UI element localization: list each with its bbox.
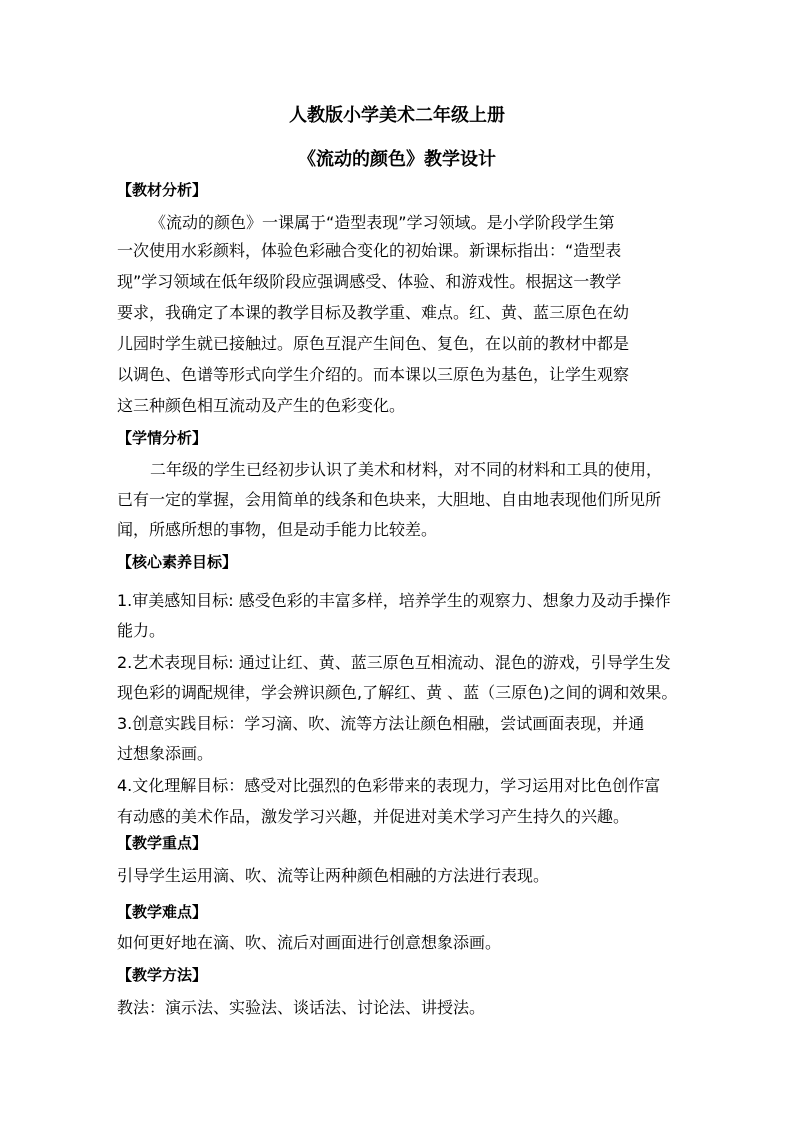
goal-line: 4.文化理解目标：感受对比强烈的色彩带来的表现力，学习运用对比色创作富 [117, 776, 661, 795]
goal-line: 有动感的美术作品，激发学习兴趣，并促进对美术学习产生持久的兴趣。 [117, 807, 630, 826]
goal-line: 2.艺术表现目标: 通过让红、黄、蓝三原色互相流动、混色的游戏，引导学生发 [117, 653, 671, 672]
paragraph-line: 已有一定的掌握，会用简单的线条和色块来，大胆地、自由地表现他们所见所 [117, 490, 662, 509]
paragraph-line: 以调色、色谱等形式向学生介绍的。而本课以三原色为基色，让学生观察 [117, 365, 630, 384]
paragraph-line: 闻，所感所想的事物，但是动手能力比较差。 [117, 520, 438, 539]
paragraph-line: 这三种颜色相互流动及产生的色彩变化。 [117, 396, 406, 415]
section-heading-core-goals: 【核心素养目标】 [117, 553, 238, 571]
section-heading-difficulties: 【教学难点】 [117, 903, 208, 921]
paragraph-line: 教法：演示法、实验法、谈话法、讨论法、讲授法。 [117, 998, 486, 1017]
goal-line: 1.审美感知目标: 感受色彩的丰富多样，培养学生的观察力、想象力及动手操作 [117, 591, 671, 610]
paragraph-line: 《流动的颜色》一课属于“造型表现”学习领域。是小学阶段学生第 [150, 213, 615, 232]
paragraph-line: 要求，我确定了本课的教学目标及教学重、难点。红、黄、蓝三原色在幼 [117, 303, 630, 322]
section-heading-material-analysis: 【教材分析】 [117, 181, 208, 199]
goal-line: 过想象添画。 [117, 744, 214, 763]
section-heading-student-analysis: 【学情分析】 [117, 429, 208, 447]
goal-line: 现色彩的调配规律，学会辨识颜色,了解红、黄 、蓝（三原色)之间的调和效果。 [117, 683, 678, 702]
document-title: 人教版小学美术二年级上册 [289, 105, 505, 126]
document-subtitle: 《流动的颜色》教学设计 [298, 149, 496, 170]
paragraph-line: 现”学习领域在低年级阶段应强调感受、体验、和游戏性。根据这一教学 [117, 272, 622, 291]
section-heading-key-points: 【教学重点】 [117, 834, 208, 852]
goal-line: 3.创意实践目标：学习滴、吹、流等方法让颜色相融，尝试画面表现，并通 [117, 714, 645, 733]
paragraph-line: 二年级的学生已经初步认识了美术和材料，对不同的材料和工具的使用， [150, 460, 663, 479]
paragraph-line: 引导学生运用滴、吹、流等让两种颜色相融的方法进行表现。 [117, 866, 550, 885]
goal-line: 能力。 [117, 621, 166, 640]
paragraph-line: 儿园时学生就已接触过。原色互混产生间色、复色，在以前的教材中都是 [117, 334, 630, 353]
section-heading-methods: 【教学方法】 [117, 966, 208, 984]
paragraph-line: 如何更好地在滴、吹、流后对画面进行创意想象添画。 [117, 933, 502, 952]
paragraph-line: 一次使用水彩颜料，体验色彩融合变化的初始课。新课标指出：“造型表 [117, 241, 622, 260]
